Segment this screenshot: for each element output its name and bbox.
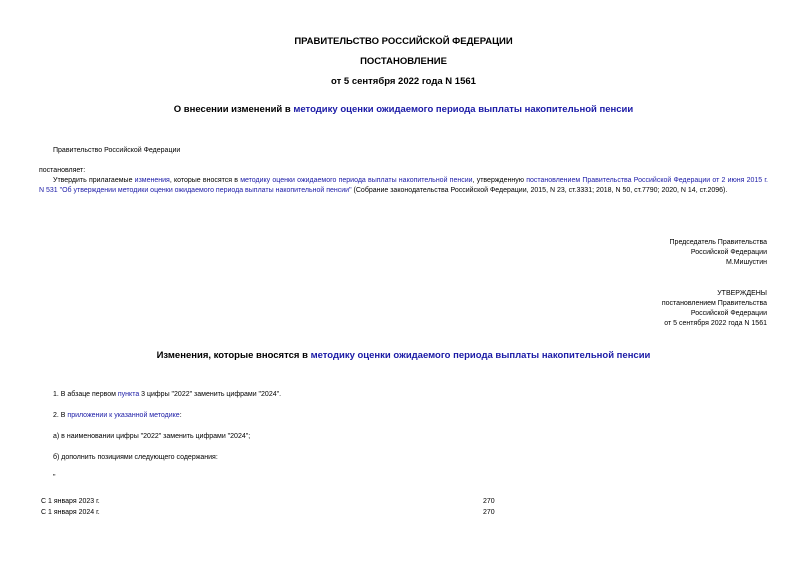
p1-text-b: , которые вносятся в	[169, 177, 241, 184]
p1-text-c: , утвержденную	[472, 177, 527, 184]
changes-title-method-link[interactable]: методику оценки ожидаемого периода выплаты накопительной пенсии	[310, 350, 651, 361]
item2-appendix-link[interactable]: приложении к указанной методике	[67, 412, 180, 419]
issuer-text: Правительство Российской Федерации	[53, 147, 181, 154]
signature-org: Российской Федерации	[690, 249, 767, 256]
change-item-1	[53, 390, 281, 400]
signature-name: М.Мишустин	[725, 259, 767, 266]
p1-text-a: Утвердить прилагаемые	[53, 177, 135, 184]
approval-line3: от 5 сентября 2022 года N 1561	[664, 320, 767, 327]
title-prefix: О внесении изменений в	[173, 104, 294, 115]
quote-mark: "	[53, 474, 56, 481]
doc-type-heading: ПОСТАНОВЛЕНИЕ	[360, 56, 447, 67]
item1-point-link[interactable]: пункта	[117, 391, 140, 398]
title-method-link[interactable]: методику оценки ожидаемого периода выплаты накопительной пенсии	[293, 104, 634, 115]
approval-line2: Российской Федерации	[690, 310, 767, 317]
date-number-heading: от 5 сентября 2022 года N 1561	[331, 76, 476, 87]
document-title	[0, 104, 807, 116]
changes-link[interactable]: изменения	[134, 177, 170, 184]
item2-text-a: 2. В	[53, 412, 68, 419]
decree-word: постановляет:	[39, 167, 86, 174]
government-heading: ПРАВИТЕЛЬСТВО РОССИЙСКОЙ ФЕДЕРАЦИИ	[294, 36, 513, 47]
approval-title: УТВЕРЖДЕНЫ	[717, 290, 767, 297]
table-row-value: 270	[483, 498, 495, 505]
p1-text-d: (Собрание законодательства Российской Федерации, 2015, N 23, ст.3331; 2018, N 50, ст.7790; 2020, N 14, ст.2096).	[351, 187, 728, 194]
table-row-date: С 1 января 2024 г.	[41, 509, 100, 516]
approval-line1: постановлением Правительства	[661, 300, 767, 307]
change-item-a: а) в наименовании цифры "2022" заменить цифрами "2024";	[53, 433, 251, 440]
table-row-date: С 1 января 2023 г.	[41, 498, 100, 505]
item2-text-b: :	[179, 412, 182, 419]
changes-title-prefix: Изменения, которые вносятся в	[156, 350, 311, 361]
table-row-value: 270	[483, 509, 495, 516]
item1-text-b: 3 цифры "2022" заменить цифрами "2024".	[139, 391, 282, 398]
decree-531-link[interactable]: постановлением Правительства Российской Федерации от 2 июня 2015 г. N 531 "Об утверждении методики оценки ожидаемого периода выплаты накопительной пенсии"	[39, 177, 769, 194]
method-link[interactable]: методику оценки ожидаемого периода выплаты накопительной пенсии	[240, 177, 473, 184]
signature-position: Председатель Правительства	[669, 239, 767, 246]
change-item-b: б) дополнить позициями следующего содержания:	[53, 454, 218, 461]
changes-title	[0, 350, 807, 362]
change-item-2	[53, 411, 182, 421]
item1-text-a: 1. В абзаце первом	[53, 391, 118, 398]
paragraph-approve	[39, 176, 768, 196]
